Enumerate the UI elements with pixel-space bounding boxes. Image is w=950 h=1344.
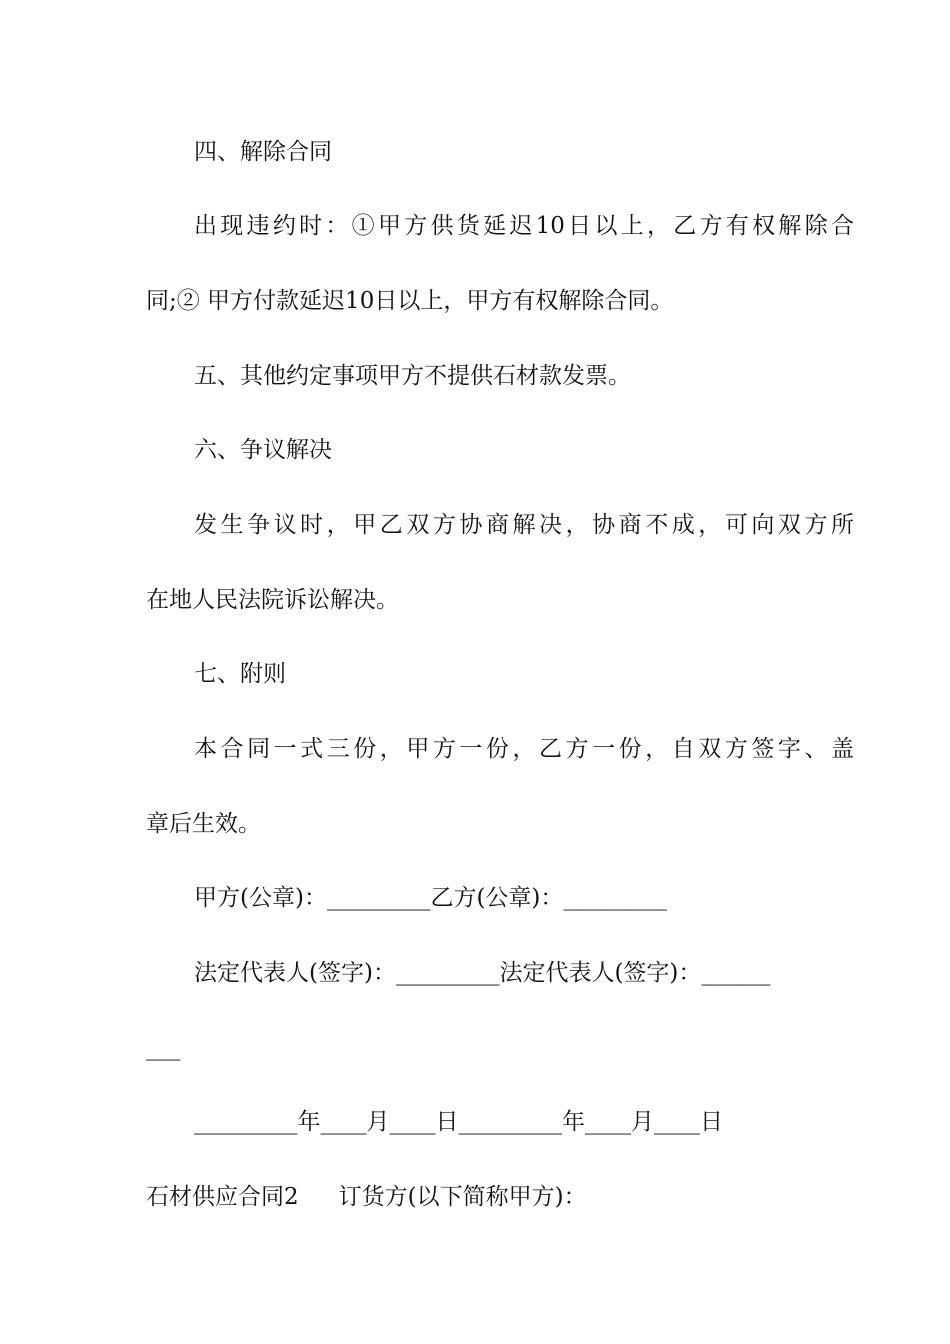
paragraph-copies-line-2: 章后生效。 — [146, 811, 261, 837]
paragraph-dispute-line-1: 发生争议时，甲乙双方协商解决，协商不成，可向双方所 — [194, 512, 854, 538]
paragraph-breach-line-1: 出现违约时：①甲方供货延迟10日以上，乙方有权解除合 — [194, 213, 854, 239]
paragraph-copies-line-1: 本合同一式三份，甲方一份，乙方一份，自双方签字、盖 — [194, 736, 854, 762]
section-heading-other-terms: 五、其他约定事项甲方不提供石材款发票。 — [194, 363, 631, 389]
section-heading-dispute: 六、争议解决 — [194, 437, 332, 463]
signature-representative-continuation: ___ — [146, 1035, 181, 1061]
signature-date-line: _________年____月____日_________年____月____日 — [194, 1109, 723, 1135]
signature-seal-line: 甲方(公章)：_________乙方(公章)：_________ — [194, 885, 667, 911]
next-contract-subtitle: 订货方(以下简称甲方)： — [338, 1184, 587, 1210]
next-contract-heading — [146, 1182, 806, 1212]
next-contract-title: 石材供应合同2 — [146, 1184, 299, 1210]
paragraph-breach-line-2: 同;② 甲方付款延迟10日以上，甲方有权解除合同。 — [146, 288, 674, 314]
section-heading-termination: 四、解除合同 — [194, 139, 332, 165]
signature-representative-line: 法定代表人(签字)：_________法定代表人(签字)：______ — [194, 960, 771, 986]
section-heading-supplementary: 七、附则 — [194, 661, 286, 687]
paragraph-dispute-line-2: 在地人民法院诉讼解决。 — [146, 587, 399, 613]
